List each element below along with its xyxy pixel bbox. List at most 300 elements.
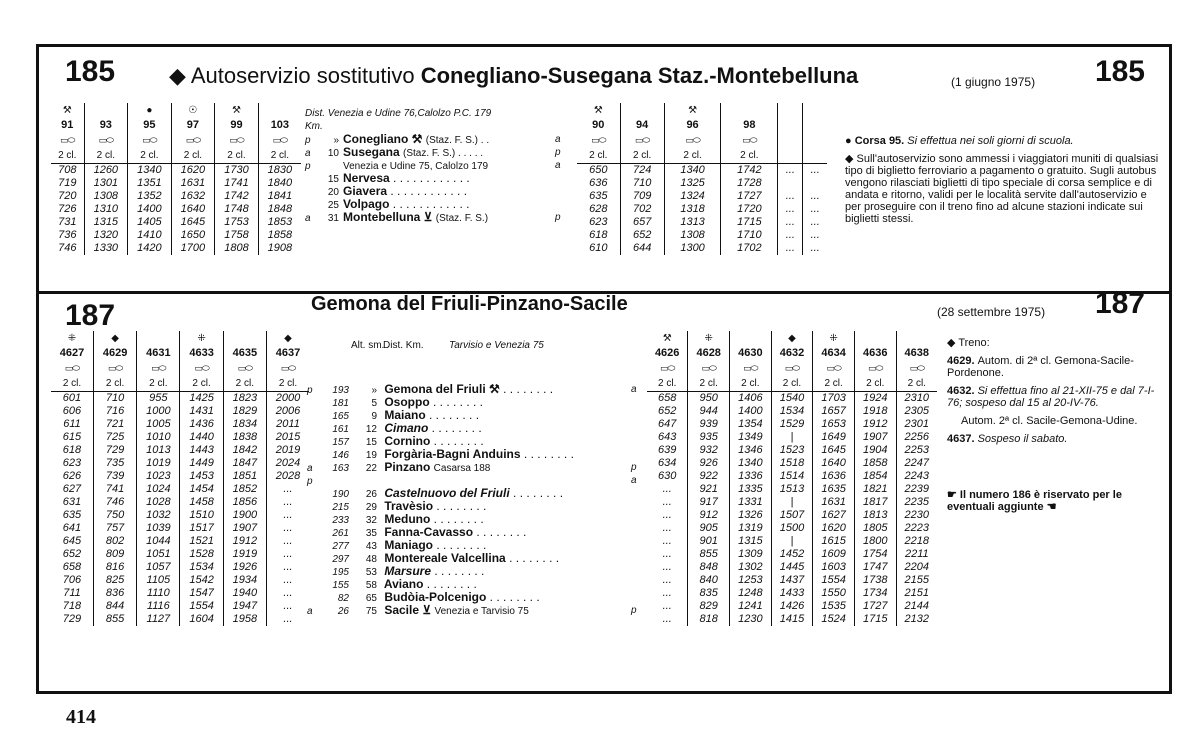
time-cell: ... bbox=[778, 190, 803, 203]
time-cell: 1817 bbox=[854, 496, 896, 509]
time-cell: 706 bbox=[62, 574, 82, 586]
station-km: 12 bbox=[365, 424, 377, 435]
time-cell: ... bbox=[662, 483, 672, 495]
class-label: 2 cl. bbox=[137, 376, 180, 392]
class-row bbox=[647, 376, 937, 392]
train-number: 103 bbox=[258, 118, 301, 133]
time-cell: 1900 bbox=[223, 509, 266, 522]
notes-185 bbox=[845, 135, 1163, 231]
time-cell: 710 bbox=[93, 392, 136, 406]
train-symbol: ⁜ bbox=[813, 331, 855, 346]
station-name: Travèsio bbox=[381, 499, 437, 513]
time-cell: 1908 bbox=[258, 242, 301, 255]
train-number: 4628 bbox=[688, 346, 730, 361]
time-cell: 1904 bbox=[854, 444, 896, 457]
time-cell: 1309 bbox=[730, 548, 772, 561]
time-cell: 2015 bbox=[266, 431, 309, 444]
station-name: Osoppo bbox=[381, 395, 433, 409]
bus-icon: ▭⬭ bbox=[171, 133, 215, 148]
time-cell: 1406 bbox=[730, 392, 772, 406]
time-cell: ... bbox=[266, 561, 309, 574]
time-row bbox=[647, 522, 937, 535]
time-row bbox=[647, 535, 937, 548]
time-cell: 1510 bbox=[180, 509, 223, 522]
station-header bbox=[307, 339, 643, 365]
time-cell: 901 bbox=[688, 535, 730, 548]
time-cell: 1534 bbox=[180, 561, 223, 574]
note-text: Autom. di 2ª cl. Gemona-Sacile-Pordenone. bbox=[947, 355, 1134, 379]
train-number: 99 bbox=[215, 118, 259, 133]
note-bold: 4629. bbox=[947, 355, 978, 367]
time-cell: 1315 bbox=[84, 216, 128, 229]
time-cell: 2155 bbox=[896, 574, 937, 587]
time-cell: 1710 bbox=[721, 229, 778, 242]
class-label: 2 cl. bbox=[84, 148, 128, 164]
class-label: 2 cl. bbox=[896, 376, 937, 392]
time-cell: 1640 bbox=[171, 203, 215, 216]
time-cell: 746 bbox=[58, 242, 77, 254]
time-row bbox=[647, 418, 937, 431]
time-row bbox=[51, 522, 309, 535]
time-cell: 719 bbox=[58, 177, 77, 189]
time-row bbox=[51, 216, 301, 229]
time-cell: 1640 bbox=[813, 457, 855, 470]
time-cell: 1010 bbox=[137, 431, 180, 444]
station-km: » bbox=[371, 385, 377, 396]
time-cell: 1302 bbox=[730, 561, 772, 574]
time-cell: 1924 bbox=[854, 392, 896, 406]
time-cell: 1308 bbox=[664, 229, 721, 242]
leader-dots: . . . . . . . . bbox=[436, 538, 487, 552]
train-number-row bbox=[577, 118, 827, 133]
time-cell: 818 bbox=[688, 613, 730, 626]
station-name: Giavera bbox=[343, 184, 391, 198]
time-cell: 1540 bbox=[771, 392, 813, 406]
station-km: 35 bbox=[365, 528, 377, 539]
time-cell: 626 bbox=[62, 470, 82, 482]
time-cell: 1326 bbox=[730, 509, 772, 522]
time-cell: 848 bbox=[688, 561, 730, 574]
time-cell: 2011 bbox=[266, 418, 309, 431]
note bbox=[947, 489, 1165, 513]
time-cell: 1127 bbox=[137, 613, 180, 626]
time-cell: 652 bbox=[620, 229, 664, 242]
train-symbol: ⚒ bbox=[62, 105, 72, 116]
timetable-frame bbox=[36, 44, 1172, 694]
time-row bbox=[647, 405, 937, 418]
time-cell: 921 bbox=[688, 483, 730, 496]
arrival-departure-mark: a bbox=[555, 160, 561, 171]
time-cell: 1821 bbox=[854, 483, 896, 496]
station-name: Montebelluna ⊻ bbox=[343, 210, 436, 224]
station-name: Gemona del Friuli ⚒ bbox=[381, 382, 504, 396]
time-cell: ... bbox=[266, 509, 309, 522]
time-cell: 1834 bbox=[223, 418, 266, 431]
time-cell bbox=[803, 177, 827, 190]
vehicle-icon-row bbox=[51, 361, 309, 376]
station-name: Cornino bbox=[381, 434, 434, 448]
time-cell: ... bbox=[778, 216, 803, 229]
pointing-hand-icon: ☛ bbox=[947, 489, 960, 501]
time-row bbox=[51, 164, 301, 178]
time-cell: 1324 bbox=[664, 190, 721, 203]
time-cell: 2019 bbox=[266, 444, 309, 457]
time-cell: 1742 bbox=[721, 164, 778, 178]
time-cell: 724 bbox=[620, 164, 664, 178]
time-cell: 1702 bbox=[721, 242, 778, 255]
time-cell: 623 bbox=[62, 457, 82, 469]
note bbox=[845, 135, 1163, 147]
section-title bbox=[169, 63, 858, 89]
bus-icon: ▭⬭ bbox=[180, 361, 223, 376]
station-altitude: 155 bbox=[332, 580, 349, 591]
station-note: (Staz. F. S.) . . bbox=[425, 135, 490, 146]
table-number-right: 187 bbox=[1094, 287, 1145, 320]
train-symbol: ◆ bbox=[771, 331, 813, 346]
train-symbol bbox=[854, 331, 896, 346]
train-symbol: ● bbox=[128, 103, 172, 118]
station-row bbox=[307, 461, 643, 474]
time-cell: 1523 bbox=[771, 444, 813, 457]
time-cell: 1657 bbox=[813, 405, 855, 418]
station-km: 31 bbox=[327, 213, 339, 224]
time-cell: 2204 bbox=[896, 561, 937, 574]
time-cell: 1738 bbox=[854, 574, 896, 587]
time-cell: 739 bbox=[93, 470, 136, 483]
station-note: (Staz. F. S.) . . . . . bbox=[403, 148, 484, 159]
time-cell: 1449 bbox=[180, 457, 223, 470]
time-cell: 1325 bbox=[664, 177, 721, 190]
note-mark: ◆ bbox=[845, 153, 857, 165]
bus-icon: ▭⬭ bbox=[730, 361, 772, 376]
time-cell: 1748 bbox=[215, 203, 259, 216]
train-symbol: ⁜ bbox=[180, 331, 223, 346]
time-cell: 1636 bbox=[813, 470, 855, 483]
time-row bbox=[51, 574, 309, 587]
time-cell: 1742 bbox=[215, 190, 259, 203]
time-cell: 1420 bbox=[128, 242, 172, 255]
time-cell: ... bbox=[662, 509, 672, 521]
note bbox=[947, 385, 1165, 409]
time-cell: 1319 bbox=[730, 522, 772, 535]
time-cell: 2028 bbox=[266, 470, 309, 483]
class-label bbox=[803, 148, 827, 164]
train-symbol-row bbox=[51, 331, 309, 346]
train-symbol: ⚒ bbox=[664, 103, 721, 118]
time-cell: 1856 bbox=[223, 496, 266, 509]
time-cell: 802 bbox=[93, 535, 136, 548]
train-symbol bbox=[620, 103, 664, 118]
time-cell: 1354 bbox=[730, 418, 772, 431]
train-symbol: ⚒ bbox=[215, 103, 259, 118]
time-cell: 1518 bbox=[771, 457, 813, 470]
time-cell: 650 bbox=[589, 164, 608, 176]
station-km: 19 bbox=[365, 450, 377, 461]
time-cell: 1800 bbox=[854, 535, 896, 548]
station-name: Marsure bbox=[381, 564, 435, 578]
time-cell: ... bbox=[266, 600, 309, 613]
arrival-departure-mark: p bbox=[305, 135, 311, 146]
time-cell: 1013 bbox=[137, 444, 180, 457]
station-note: Venezia e Udine 75, Calolzo 179 bbox=[343, 161, 489, 172]
time-cell: 635 bbox=[62, 509, 82, 521]
time-cell: 1405 bbox=[128, 216, 172, 229]
train-symbol bbox=[223, 331, 266, 346]
arrival-departure-mark: p bbox=[555, 212, 561, 223]
pointing-hand-icon: ☚ bbox=[1043, 501, 1057, 513]
time-row bbox=[577, 164, 827, 178]
class-label: 2 cl. bbox=[180, 376, 223, 392]
leader-dots: . . . . . . . . bbox=[509, 551, 560, 565]
time-row bbox=[51, 470, 309, 483]
time-cell: 1808 bbox=[215, 242, 259, 255]
class-label: 2 cl. bbox=[171, 148, 215, 164]
time-cell: 844 bbox=[93, 600, 136, 613]
time-cell: 657 bbox=[620, 216, 664, 229]
time-cell: 1627 bbox=[813, 509, 855, 522]
time-cell: 1431 bbox=[180, 405, 223, 418]
train-symbol bbox=[84, 103, 128, 118]
station-name: Forgària-Bagni Anduins bbox=[381, 447, 524, 461]
time-cell: 2000 bbox=[266, 392, 309, 406]
time-cell: 1542 bbox=[180, 574, 223, 587]
time-cell: 1028 bbox=[137, 496, 180, 509]
time-cell: 720 bbox=[58, 190, 77, 202]
table-187-right bbox=[647, 331, 937, 626]
time-cell: 1852 bbox=[223, 483, 266, 496]
time-cell: 731 bbox=[58, 216, 77, 228]
time-cell: 1340 bbox=[128, 164, 172, 178]
time-cell: 711 bbox=[63, 587, 81, 599]
arrival-departure-mark: p bbox=[555, 147, 561, 158]
table-number-left: 187 bbox=[65, 299, 116, 332]
time-row bbox=[647, 548, 937, 561]
time-cell: 2253 bbox=[896, 444, 937, 457]
time-cell: 1400 bbox=[128, 203, 172, 216]
time-cell: 1840 bbox=[258, 177, 301, 190]
leader-dots: . . . . . . . . . . . . bbox=[392, 197, 470, 211]
time-cell: 2132 bbox=[896, 613, 937, 626]
time-row bbox=[577, 190, 827, 203]
bus-icon bbox=[803, 133, 827, 148]
time-cell bbox=[778, 177, 803, 190]
time-cell: 702 bbox=[620, 203, 664, 216]
time-cell: 1320 bbox=[84, 229, 128, 242]
time-cell: 1603 bbox=[813, 561, 855, 574]
class-label: 2 cl. bbox=[620, 148, 664, 164]
vehicle-icon-row bbox=[577, 133, 827, 148]
time-cell: 1753 bbox=[215, 216, 259, 229]
time-cell: 829 bbox=[688, 600, 730, 613]
train-number: 97 bbox=[171, 118, 215, 133]
station-row bbox=[305, 146, 567, 159]
leader-dots: . . . . . . . . bbox=[434, 564, 485, 578]
train-number-row bbox=[51, 118, 301, 133]
time-cell: 1720 bbox=[721, 203, 778, 216]
time-cell: 611 bbox=[63, 418, 81, 430]
station-km: 22 bbox=[365, 463, 377, 474]
train-symbol bbox=[258, 103, 301, 118]
station-km: 58 bbox=[365, 580, 377, 591]
time-cell: 2144 bbox=[896, 600, 937, 613]
distance-header bbox=[305, 107, 567, 133]
time-cell: 1730 bbox=[215, 164, 259, 178]
time-cell: 1535 bbox=[813, 600, 855, 613]
time-cell: 922 bbox=[688, 470, 730, 483]
time-cell: 1346 bbox=[730, 444, 772, 457]
time-cell: | bbox=[771, 496, 813, 509]
time-row bbox=[51, 190, 301, 203]
train-number: 98 bbox=[721, 118, 778, 133]
time-cell: 1830 bbox=[258, 164, 301, 178]
bus-icon: ▭⬭ bbox=[591, 135, 606, 145]
time-cell: 1934 bbox=[223, 574, 266, 587]
time-cell: 1926 bbox=[223, 561, 266, 574]
time-cell: ... bbox=[662, 496, 672, 508]
bus-icon: ▭⬭ bbox=[664, 133, 721, 148]
time-row bbox=[647, 483, 937, 496]
table-187-left bbox=[51, 331, 309, 626]
time-cell: 1437 bbox=[771, 574, 813, 587]
class-row bbox=[51, 376, 309, 392]
arrival-departure-mark: a bbox=[305, 148, 311, 159]
time-cell: 709 bbox=[620, 190, 664, 203]
time-cell: 729 bbox=[93, 444, 136, 457]
time-cell: ... bbox=[662, 600, 672, 612]
time-cell: 1554 bbox=[180, 600, 223, 613]
time-cell: 905 bbox=[688, 522, 730, 535]
time-cell: 618 bbox=[62, 444, 82, 456]
time-row bbox=[647, 600, 937, 613]
time-cell: 1615 bbox=[813, 535, 855, 548]
time-cell: 1426 bbox=[771, 600, 813, 613]
time-cell: 1044 bbox=[137, 535, 180, 548]
train-number: 4637 bbox=[266, 346, 309, 361]
time-cell: 1105 bbox=[137, 574, 180, 587]
train-symbol: ⚒ bbox=[593, 105, 603, 116]
station-altitude: 195 bbox=[332, 567, 349, 578]
time-cell: 630 bbox=[658, 470, 677, 482]
class-label: 2 cl. bbox=[51, 376, 93, 392]
note bbox=[947, 355, 1165, 379]
note: Autom. 2ª cl. Sacile-Gemona-Udine. bbox=[961, 415, 1138, 427]
note-mark: ● bbox=[845, 135, 855, 147]
time-row bbox=[51, 203, 301, 216]
train-number: 90 bbox=[592, 119, 605, 131]
time-cell: 1308 bbox=[84, 190, 128, 203]
train-symbol: ⚒ bbox=[662, 333, 672, 344]
leader-dots: . . . . . . . . bbox=[503, 382, 554, 396]
train-symbol bbox=[896, 331, 937, 346]
class-label: 2 cl. bbox=[771, 376, 813, 392]
train-number: 95 bbox=[128, 118, 172, 133]
train-number: 4631 bbox=[137, 346, 180, 361]
time-cell: 1436 bbox=[180, 418, 223, 431]
time-cell: 643 bbox=[658, 431, 677, 443]
leader-dots: . . . . . . . . bbox=[476, 525, 527, 539]
train-symbol bbox=[721, 103, 778, 118]
bus-icon: ▭⬭ bbox=[215, 133, 259, 148]
time-cell: 610 bbox=[589, 242, 608, 254]
arrival-departure-mark: p bbox=[307, 385, 313, 396]
time-cell: 641 bbox=[62, 522, 82, 534]
time-cell: ... bbox=[662, 574, 672, 586]
bus-icon: ▭⬭ bbox=[64, 363, 80, 373]
time-row bbox=[51, 600, 309, 613]
time-cell: 1813 bbox=[854, 509, 896, 522]
time-cell: 2301 bbox=[896, 418, 937, 431]
arrival-departure-mark: a bbox=[305, 213, 311, 224]
time-cell: 825 bbox=[93, 574, 136, 587]
arrival-departure-mark: a bbox=[307, 606, 313, 617]
time-cell: ... bbox=[662, 587, 672, 599]
time-cell: ... bbox=[778, 164, 803, 178]
class-label: 2 cl. bbox=[730, 376, 772, 392]
time-cell: 2230 bbox=[896, 509, 937, 522]
time-cell: 1727 bbox=[854, 600, 896, 613]
time-cell: 1645 bbox=[813, 444, 855, 457]
station-altitude: 215 bbox=[332, 502, 349, 513]
note-text: Sospeso il sabato. bbox=[977, 433, 1068, 445]
time-cell: ... bbox=[266, 613, 309, 626]
time-cell: 1653 bbox=[813, 418, 855, 431]
time-cell: 1351 bbox=[128, 177, 172, 190]
station-name: Montereale Valcellina bbox=[381, 551, 510, 565]
time-cell: ... bbox=[803, 242, 827, 255]
time-cell: ... bbox=[266, 522, 309, 535]
station-km: 48 bbox=[365, 554, 377, 565]
time-cell: 1649 bbox=[813, 431, 855, 444]
class-label bbox=[778, 148, 803, 164]
time-cell: ... bbox=[803, 216, 827, 229]
time-cell: 1330 bbox=[84, 242, 128, 255]
time-cell: 708 bbox=[58, 164, 77, 176]
train-number: 4636 bbox=[854, 346, 896, 361]
leader-dots: . . . . . . . . bbox=[523, 447, 574, 461]
time-row bbox=[51, 509, 309, 522]
time-cell: 944 bbox=[688, 405, 730, 418]
arrival-departure-mark: a bbox=[631, 475, 637, 486]
note-text: Si effettua fino al 21-XII-75 e dal 7-I-76; sospeso dal 15 al 20-IV-76. bbox=[947, 385, 1155, 409]
train-number-row bbox=[647, 346, 937, 361]
time-cell: 710 bbox=[620, 177, 664, 190]
time-cell: 1838 bbox=[223, 431, 266, 444]
time-row bbox=[647, 509, 937, 522]
time-cell: ... bbox=[266, 496, 309, 509]
time-cell: 1805 bbox=[854, 522, 896, 535]
time-cell: 1620 bbox=[813, 522, 855, 535]
bus-icon: ▭⬭ bbox=[137, 361, 180, 376]
station-name: Pinzano bbox=[381, 460, 434, 474]
time-cell: 1823 bbox=[223, 392, 266, 406]
time-cell: ... bbox=[266, 548, 309, 561]
time-cell: 601 bbox=[62, 392, 82, 404]
time-row bbox=[51, 392, 309, 406]
time-cell: 1524 bbox=[813, 613, 855, 626]
time-cell: 2223 bbox=[896, 522, 937, 535]
station-name: Maiano bbox=[381, 408, 430, 422]
station-name: Volpago bbox=[343, 197, 393, 211]
time-row bbox=[51, 496, 309, 509]
time-cell: 1632 bbox=[171, 190, 215, 203]
time-cell: 735 bbox=[93, 457, 136, 470]
time-cell: 1000 bbox=[137, 405, 180, 418]
distance-label: Dist. Km. bbox=[383, 340, 424, 351]
station-altitude: 82 bbox=[337, 593, 349, 604]
bus-icon: ▭⬭ bbox=[854, 361, 896, 376]
time-cell: 1410 bbox=[128, 229, 172, 242]
time-row bbox=[647, 392, 937, 406]
